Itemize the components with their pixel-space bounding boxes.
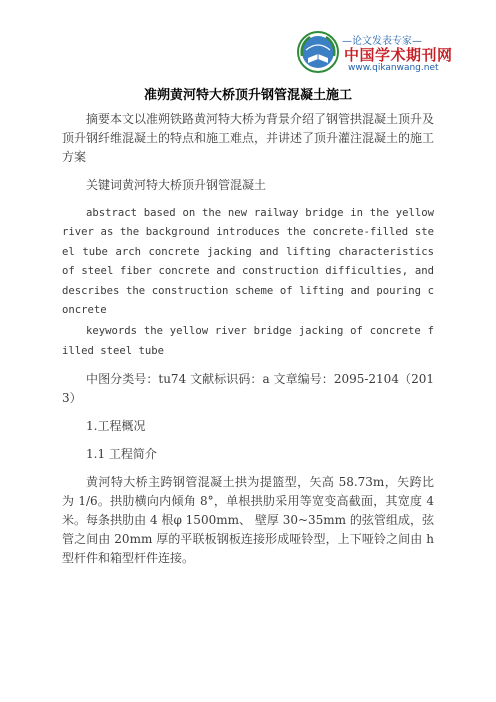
abstract-en: abstract based on the new railway bridge in the yellow river as the background introduces the concrete-filled steel tube arch concrete jacking and lifting characteristics of steel fiber concrete and construction difficulties, and describes the construction scheme of lifting and pouring concrete <box>62 207 434 317</box>
section-heading-1-1: 1.1 工程简介 <box>86 447 157 462</box>
body-paragraph: 黄河特大桥主跨钢管混凝土拱为提篮型，矢高 58.73m，矢跨比为 1/6。拱肋横向内倾角 8°，单根拱肋采用等宽变高截面，其宽度 4 米。每条拱肋由 4 根φ 1500mm、 壁厚 30~35mm 的弦管组成，弦管之间由 20mm 厚的平联板钢板连接形成哑铃型，上下哑铃之间由 h 型杆件和箱型杆件连接。 <box>62 475 434 566</box>
keywords-cn: 关键词黄河特大桥顶升钢管混凝土 <box>86 178 267 192</box>
logo-tagline: —论文发表专家— <box>342 36 422 47</box>
section-heading-1: 1.工程概况 <box>86 419 146 434</box>
abstract-cn: 摘要本文以准朔铁路黄河特大桥为背景介绍了钢管拱混凝土顶升及顶升钢纤维混凝土的特点和施工难点，并讲述了顶升灌注混凝土的施工方案 <box>62 112 435 164</box>
logo-name: 中国学术期刊网 <box>344 46 453 64</box>
journal-logo[interactable] <box>296 30 453 78</box>
keywords-en: keywords the yellow river bridge jacking of concrete filled steel tube <box>62 325 434 357</box>
globe-book-emblem-icon <box>296 30 340 74</box>
article-body <box>62 110 434 577</box>
article-title: 准朔黄河特大桥顶升钢管混凝土施工 <box>143 88 352 103</box>
classification-line: 中图分类号：tu74 文献标识码：a 文章编号：2095-2104（2013） <box>62 372 434 406</box>
logo-url[interactable]: www.qikanwang.net <box>348 63 439 73</box>
